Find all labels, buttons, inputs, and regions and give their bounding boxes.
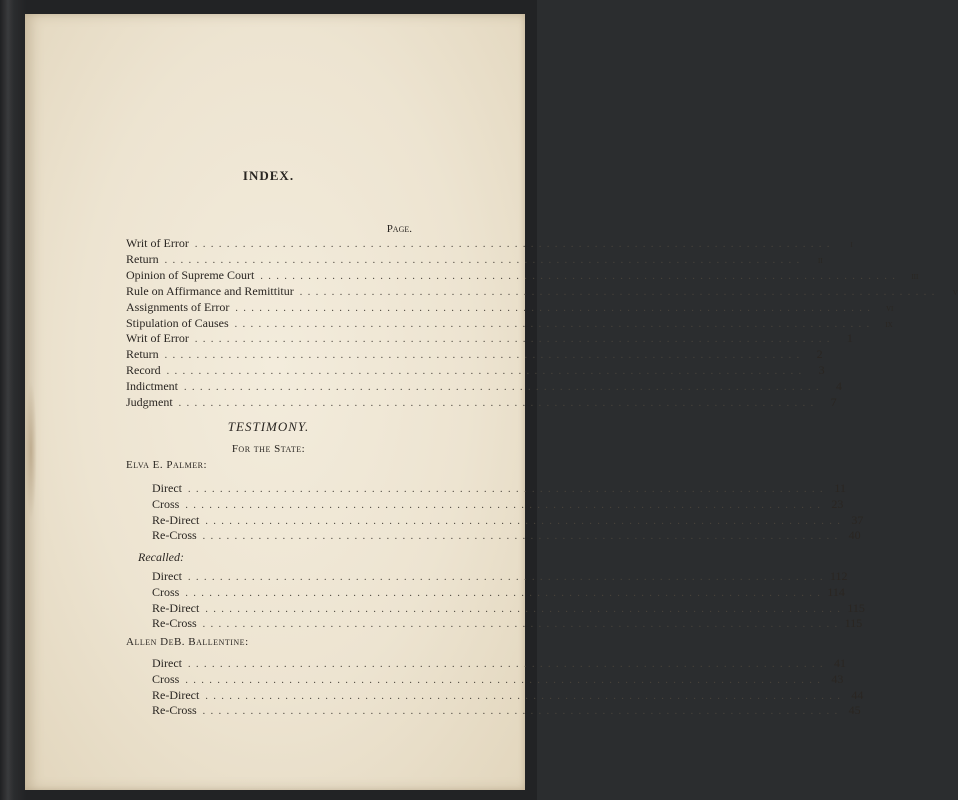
entry-label: Re-Cross bbox=[152, 528, 197, 543]
entry-label: Judgment bbox=[126, 395, 173, 409]
recalled-label: Recalled: bbox=[138, 550, 184, 564]
index-entry bbox=[152, 481, 846, 496]
dot-leader: . . . . . . . . . . . . . . . . . . . . . . . . . . . . . . . . . . . . . . . . . . . . . . . . . . . . . . . . . . . . . . . . . . . . . . . . . . . . . . . . bbox=[299, 286, 936, 298]
index-entry bbox=[126, 251, 823, 267]
entry-page-number: 44 bbox=[851, 687, 864, 702]
entry-page-number: 4 bbox=[835, 379, 842, 394]
dot-leader: . . . . . . . . . . . . . . . . . . . . . . . . . . . . . . . . . . . . . . . . . . . . . . . . . . . . . . . . . . . . . . . . . . . . . . . . . . . . . . . . bbox=[234, 318, 871, 330]
dot-leader: . . . . . . . . . . . . . . . . . . . . . . . . . . . . . . . . . . . . . . . . . . . . . . . . . . . . . . . . . . . . . . . . . . . . . . . . . . . . . . . . bbox=[202, 706, 839, 718]
entry-page-number: 2 bbox=[816, 347, 823, 362]
entry-label: Direct bbox=[152, 481, 182, 495]
entry-label: Cross bbox=[152, 496, 180, 511]
dot-leader: . . . . . . . . . . . . . . . . . . . . . . . . . . . . . . . . . . . . . . . . . . . . . . . . . . . . . . . . . . . . . . . . . . . . . . . . . . . . . . . . bbox=[187, 572, 824, 583]
dot-leader: . . . . . . . . . . . . . . . . . . . . . . . . . . . . . . . . . . . . . . . . . . . . . . . . . . . . . . . . . . . . . . . . . . . . . . . . . . . . . . . . bbox=[178, 398, 815, 409]
index-entry bbox=[126, 315, 893, 331]
entry-page-number: 115 bbox=[847, 600, 865, 615]
entry-page-number: iii bbox=[911, 270, 919, 282]
index-entry bbox=[152, 656, 846, 671]
dot-leader: . . . . . . . . . . . . . . . . . . . . . . . . . . . . . . . . . . . . . . . . . . . . . . . . . . . . . . . . . . . . . . . . . . . . . . . . . . . . . . . . bbox=[205, 690, 842, 702]
dot-leader: . . . . . . . . . . . . . . . . . . . . . . . . . . . . . . . . . . . . . . . . . . . . . . . . . . . . . . . . . . . . . . . . . . . . . . . . . . . . . . . . bbox=[205, 603, 842, 615]
index-entry bbox=[152, 512, 864, 528]
entry-label: Re-Direct bbox=[152, 512, 200, 527]
dot-leader: . . . . . . . . . . . . . . . . . . . . . . . . . . . . . . . . . . . . . . . . . . . . . . . . . . . . . . . . . . . . . . . . . . . . . . . . . . . . . . . . bbox=[194, 334, 831, 346]
entry-page-number: 112 bbox=[829, 569, 848, 583]
entry-page-number: 41 bbox=[833, 656, 846, 670]
entry-label: Rule on Affirmance and Remittitur bbox=[126, 283, 294, 298]
dot-leader: . . . . . . . . . . . . . . . . . . . . . . . . . . . . . . . . . . . . . . . . . . . . . . . . . . . . . . . . . . . . . . . . . . . . . . . . . . . . . . . . bbox=[235, 302, 872, 314]
index-entry bbox=[152, 616, 863, 631]
entry-page-number: 7 bbox=[830, 395, 837, 409]
entry-label: Assignments of Error bbox=[126, 299, 230, 314]
entry-label: Cross bbox=[152, 584, 180, 599]
entry-page-number: 115 bbox=[844, 616, 863, 631]
entry-label: Re-Direct bbox=[152, 687, 200, 702]
index-entry bbox=[152, 600, 865, 616]
index-entry bbox=[152, 584, 845, 600]
entry-page-number: ix bbox=[885, 318, 893, 330]
entry-label: Return bbox=[126, 251, 159, 266]
entry-label: Opinion of Supreme Court bbox=[126, 267, 255, 282]
dot-leader: . . . . . . . . . . . . . . . . . . . . . . . . . . . . . . . . . . . . . . . . . . . . . . . . . . . . . . . . . . . . . . . . . . . . . . . . . . . . . . . . bbox=[183, 382, 820, 394]
witness-name: Allen DeB. Ballentine: bbox=[126, 636, 249, 648]
entry-label: Direct bbox=[152, 656, 182, 670]
index-entry bbox=[152, 569, 848, 584]
dot-leader: . . . . . . . . . . . . . . . . . . . . . . . . . . . . . . . . . . . . . . . . . . . . . . . . . . . . . . . . . . . . . . . . . . . . . . . . . . . . . . . . bbox=[194, 239, 831, 250]
index-entry bbox=[126, 379, 842, 394]
index-entry bbox=[152, 687, 864, 703]
for-the-state-heading: For the State: bbox=[231, 443, 306, 455]
entry-page-number: v bbox=[952, 286, 958, 298]
dot-leader: . . . . . . . . . . . . . . . . . . . . . . . . . . . . . . . . . . . . . . . . . . . . . . . . . . . . . . . . . . . . . . . . . . . . . . . . . . . . . . . . bbox=[205, 515, 842, 527]
index-entry bbox=[126, 267, 919, 283]
entry-label: Re-Direct bbox=[152, 600, 200, 615]
dot-leader: . . . . . . . . . . . . . . . . . . . . . . . . . . . . . . . . . . . . . . . . . . . . . . . . . . . . . . . . . . . . . . . . . . . . . . . . . . . . . . . . bbox=[164, 254, 801, 266]
entry-page-number: 3 bbox=[818, 363, 825, 378]
entry-page-number: i bbox=[850, 239, 853, 250]
index-entry bbox=[152, 496, 844, 512]
dot-leader: . . . . . . . . . . . . . . . . . . . . . . . . . . . . . . . . . . . . . . . . . . . . . . . . . . . . . . . . . . . . . . . . . . . . . . . . . . . . . . . . bbox=[185, 499, 822, 511]
index-entry bbox=[152, 703, 861, 718]
index-entry bbox=[126, 236, 853, 251]
index-entry bbox=[126, 283, 958, 299]
entry-page-number: 114 bbox=[827, 584, 845, 599]
dot-leader: . . . . . . . . . . . . . . . . . . . . . . . . . . . . . . . . . . . . . . . . . . . . . . . . . . . . . . . . . . . . . . . . . . . . . . . . . . . . . . . . bbox=[187, 659, 824, 670]
page-column-header: Page. bbox=[386, 223, 412, 235]
entry-label: Writ of Error bbox=[126, 331, 189, 346]
entry-label: Record bbox=[126, 363, 161, 378]
dot-leader: . . . . . . . . . . . . . . . . . . . . . . . . . . . . . . . . . . . . . . . . . . . . . . . . . . . . . . . . . . . . . . . . . . . . . . . . . . . . . . . . bbox=[166, 366, 803, 378]
dot-leader: . . . . . . . . . . . . . . . . . . . . . . . . . . . . . . . . . . . . . . . . . . . . . . . . . . . . . . . . . . . . . . . . . . . . . . . . . . . . . . . . bbox=[185, 674, 822, 686]
index-title: INDEX. bbox=[242, 168, 295, 183]
entry-label: Indictment bbox=[126, 379, 178, 394]
dot-leader: . . . . . . . . . . . . . . . . . . . . . . . . . . . . . . . . . . . . . . . . . . . . . . . . . . . . . . . . . . . . . . . . . . . . . . . . . . . . . . . . bbox=[185, 587, 822, 599]
entry-page-number: 43 bbox=[831, 671, 844, 686]
entry-label: Re-Cross bbox=[152, 616, 197, 631]
entry-page-number: 40 bbox=[848, 528, 861, 543]
entry-page-number: 45 bbox=[848, 703, 861, 718]
entry-label: Direct bbox=[152, 569, 182, 583]
dot-leader: . . . . . . . . . . . . . . . . . . . . . . . . . . . . . . . . . . . . . . . . . . . . . . . . . . . . . . . . . . . . . . . . . . . . . . . . . . . . . . . . bbox=[202, 619, 839, 631]
index-entry bbox=[152, 671, 844, 687]
dot-leader: . . . . . . . . . . . . . . . . . . . . . . . . . . . . . . . . . . . . . . . . . . . . . . . . . . . . . . . . . . . . . . . . . . . . . . . . . . . . . . . . bbox=[164, 350, 801, 362]
entry-page-number: ii bbox=[818, 254, 823, 266]
index-entry bbox=[126, 299, 894, 315]
entry-page-number: 23 bbox=[831, 496, 844, 511]
entry-page-number: 37 bbox=[851, 512, 864, 527]
entry-label: Cross bbox=[152, 671, 180, 686]
dot-leader: . . . . . . . . . . . . . . . . . . . . . . . . . . . . . . . . . . . . . . . . . . . . . . . . . . . . . . . . . . . . . . . . . . . . . . . . . . . . . . . . bbox=[260, 270, 897, 282]
testimony-heading: TESTIMONY. bbox=[227, 419, 310, 434]
entry-page-number: 11 bbox=[834, 481, 846, 495]
entry-label: Return bbox=[126, 347, 159, 362]
entry-label: Writ of Error bbox=[126, 236, 189, 250]
index-entry bbox=[152, 528, 861, 543]
index-entry bbox=[126, 395, 837, 410]
dot-leader: . . . . . . . . . . . . . . . . . . . . . . . . . . . . . . . . . . . . . . . . . . . . . . . . . . . . . . . . . . . . . . . . . . . . . . . . . . . . . . . . bbox=[187, 484, 824, 495]
entry-page-number: 1 bbox=[846, 331, 853, 346]
dot-leader: . . . . . . . . . . . . . . . . . . . . . . . . . . . . . . . . . . . . . . . . . . . . . . . . . . . . . . . . . . . . . . . . . . . . . . . . . . . . . . . . bbox=[202, 531, 839, 543]
entry-label: Stipulation of Causes bbox=[126, 315, 229, 330]
index-entry bbox=[126, 347, 823, 362]
witness-name: Elva E. Palmer: bbox=[126, 459, 208, 471]
index-entry bbox=[126, 331, 853, 346]
entry-page-number: vi bbox=[885, 302, 894, 314]
index-entry bbox=[126, 363, 825, 378]
entry-label: Re-Cross bbox=[152, 703, 197, 718]
